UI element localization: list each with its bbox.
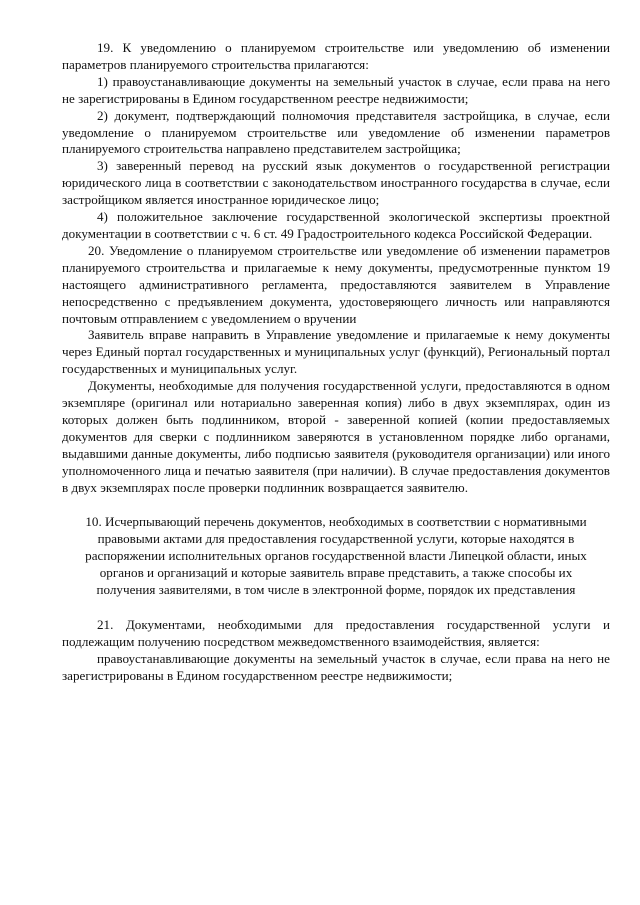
paragraph-21-item: правоустанавливающие документы на земельный участок в случае, если права на него не зарегистрированы в Едином государственном реестре недвижимости;	[62, 650, 610, 683]
paragraph-20: 20. Уведомление о планируемом строительстве или уведомление об изменении параметров планируемого строительства и прилагаемые к нему документы, предусмотренные пунктом 19 настоящего административного регламента, предоставляются заявителем в Управление непосредственно с предъявлением документа, удостоверяющего личность или направляются почтовым отправлением с уведомлением о вручении	[62, 242, 610, 326]
section-heading-10: 10. Исчерпывающий перечень документов, необходимых в соответствии с нормативными правовыми актами для предоставления государственной услуги, которые находятся в распоряжении исполнительных органов государственной власти Липецкой области, иных органов и организаций и которые заявитель вправе представить, а также способы их получения заявителями, в том числе в электронной форме, порядок их представления	[85, 514, 587, 598]
paragraph-19-intro: 19. К уведомлению о планируемом строительстве или уведомлению об изменении параметров планируемого строительства прилагаются:	[62, 40, 610, 72]
paragraph-19-item-3: 3) заверенный перевод на русский язык документов о государственной регистрации юридического лица в соответствии с законодательством иностранного государства в случае, если застройщиком является иностранное юридическое лицо;	[62, 158, 610, 208]
paragraph-19-item-1: 1) правоустанавливающие документы на земельный участок в случае, если права на него не зарегистрированы в Едином государственном реестре недвижимости;	[62, 73, 610, 106]
document-page	[62, 40, 610, 685]
paragraph-19-item-2: 2) документ, подтверждающий полномочия представителя застройщика, в случае, если уведомление о планируемом строительстве или уведомление об изменении параметров планируемого строительства направлено представителем застройщика;	[62, 107, 610, 157]
paragraph-20-documents: Документы, необходимые для получения государственной услуги, предоставляются в одном экземпляре (оригинал или нотариально заверенная копия) либо в двух экземплярах, один из которых должен быть подлинником, второй - заверенной копией (копии предоставляемых документов для сверки с подлинником заверяются в установленном порядке либо органами, выдавшими данные документы, либо подписью заявителя (руководителя организации) или иного уполномоченного лица и печатью заявителя (при наличии). В случае предоставления документов в двух экземплярах после проверки подлинник возвращается заявителю.	[62, 378, 610, 495]
paragraph-20-portal: Заявитель вправе направить в Управление уведомление и прилагаемые к нему документы через Единый портал государственных и муниципальных услуг (функций), Региональный портал государственных и муниципальных услуг.	[62, 327, 610, 377]
paragraph-21: 21. Документами, необходимыми для предоставления государственной услуги и подлежащим получению посредством межведомственного взаимодействия, является:	[62, 617, 610, 649]
paragraph-19-item-4: 4) положительное заключение государственной экологической экспертизы проектной документации в соответствии с ч. 6 ст. 49 Градостроительного кодекса Российской Федерации.	[62, 209, 610, 241]
